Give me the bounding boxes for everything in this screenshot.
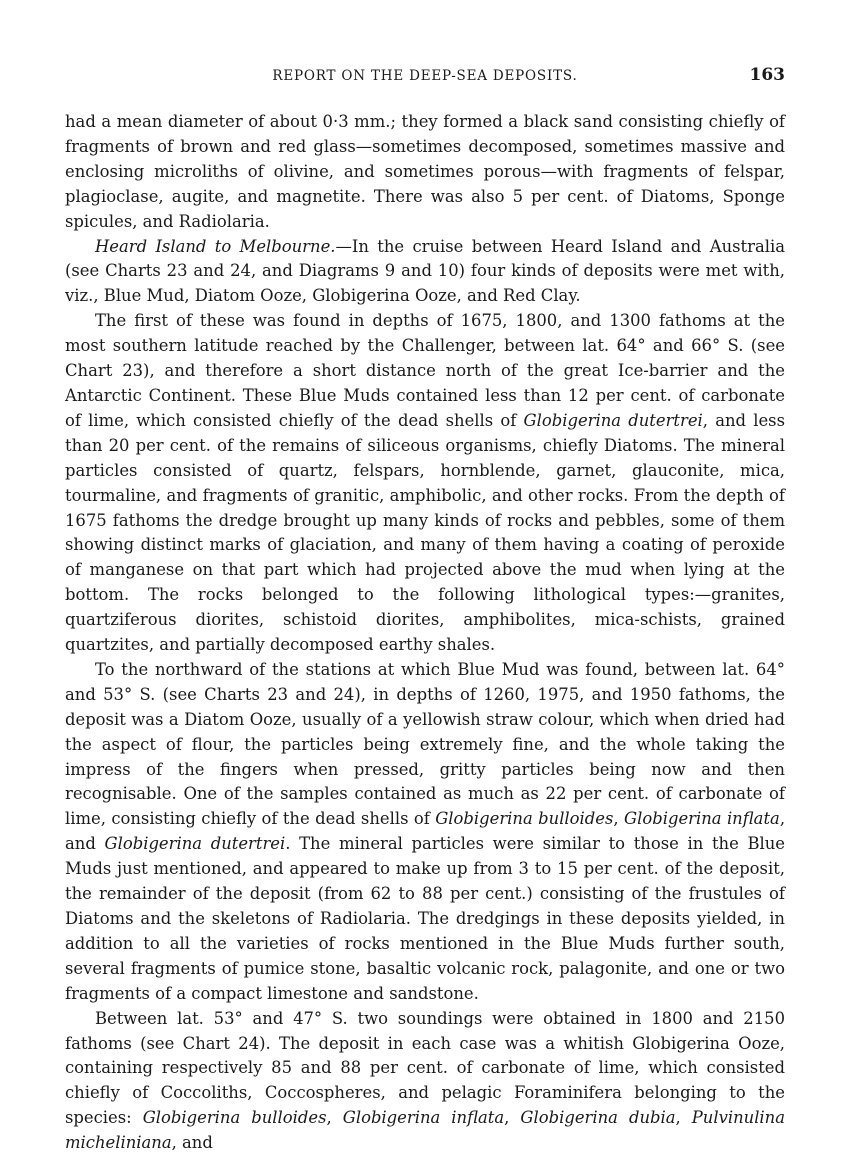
separator: , and bbox=[65, 809, 786, 854]
paragraph-text: . The mineral particles were similar to those in the Blue Muds just mentioned, and appeared to make up from 3 to 15 per cent. of the deposit, the remainder of the deposit (from 62 to 88 per cent.) consisting of the frustules of Diatoms and the skeletons of Radiolaria. The dredgings in these deposits yielded, in addition to all the varieties of rocks mentioned in the Blue Muds further south, several fragments of pumice stone, basaltic volcanic rock, palagonite, and one or two fragments of a compact limestone and sandstone. bbox=[65, 834, 786, 1003]
section-heading: Heard Island to Melbourne. bbox=[95, 236, 336, 256]
running-title: REPORT ON THE DEEP-SEA DEPOSITS. bbox=[272, 68, 578, 84]
paragraph-text: , and bbox=[171, 1133, 213, 1153]
paragraph-text: Between lat. 53° and 47° S. two soundings were obtained in 1800 and 2150 fathoms (see Chart 24). The deposit in each case was a whitish Globigerina Ooze, containing respectively 85 and 88 per cent. of carbonate of lime, which consisted chiefly of Coccoliths, Coccospheres, and pelagic Foraminifera belonging to the species: bbox=[65, 1008, 785, 1128]
species-name: Globigerina inflata bbox=[342, 1108, 505, 1128]
paragraph-globigerina-ooze bbox=[65, 1007, 785, 1156]
separator: , bbox=[613, 809, 625, 829]
species-name: Globigerina dubia bbox=[520, 1108, 676, 1128]
page-number: 163 bbox=[749, 65, 785, 85]
separator: , bbox=[326, 1108, 343, 1128]
separator: , bbox=[504, 1108, 521, 1128]
paragraph-text: —In the cruise between Heard Island and Australia (see Charts 23 and 24, and Diagrams 9 and 10) four kinds of deposits were met with, viz., Blue Mud, Diatom Ooze, Globigerina Ooze, and Red Clay. bbox=[65, 236, 785, 306]
separator: , bbox=[675, 1108, 692, 1128]
species-name: Pulvinulina micheliniana bbox=[65, 1108, 786, 1153]
species-name: Globigerina bulloides bbox=[435, 809, 614, 829]
species-name: Globigerina inflata bbox=[624, 809, 780, 829]
species-name: Globigerina dutertrei bbox=[523, 410, 703, 430]
paragraph-blue-mud bbox=[65, 309, 785, 658]
paragraph-text: , and less than 20 per cent. of the remains of siliceous organisms, chiefly Diatoms. The mineral particles consisted of quartz, felspars, hornblende, garnet, glauconite, mica, tourmaline, and fragments of granitic, amphibolic, and other rocks. From the depth of 1675 fathoms the dredge brought up many kinds of rocks and pebbles, some of them showing distinct marks of glaciation, and many of them having a coating of peroxide of manganese on that part which had projected above the mud when lying at the bottom. The rocks belonged to the following lithological types:—granites, quartziferous diorites, schistoid diorites, amphibolites, mica-schists, grained quartzites, and partially decomposed earthy shales. bbox=[65, 410, 785, 655]
paragraph-text: To the northward of the stations at which Blue Mud was found, between lat. 64° and 53° S. (see Charts 23 and 24), in depths of 1260, 1975, and 1950 fathoms, the deposit was a Diatom Ooze, usually of a yellowish straw colour, which when dried had the aspect of flour, the particles being extremely fine, and the whole taking the impress of the fingers when pressed, gritty particles being now and then recognisable. One of the samples contained as much as 22 per cent. of carbonate of lime, consisting chiefly of the dead shells of bbox=[65, 659, 785, 829]
paragraph-text: The first of these was found in depths of 1675, 1800, and 1300 fathoms at the most southern latitude reached by the Challenger, between lat. 64° and 66° S. (see Chart 23), and therefore a short distance north of the great Ice-barrier and the Antarctic Continent. These Blue Muds contained less than 12 per cent. of carbonate of lime, which consisted chiefly of the dead shells of bbox=[65, 311, 785, 430]
paragraph-heard-island bbox=[65, 235, 785, 310]
body-text bbox=[65, 110, 785, 1156]
species-name: Globigerina bulloides bbox=[142, 1108, 327, 1128]
page-header bbox=[65, 65, 785, 90]
paragraph-diatom-ooze bbox=[65, 658, 785, 1007]
species-name: Globigerina dutertrei bbox=[104, 834, 286, 854]
paragraph-continuation: had a mean diameter of about 0·3 mm.; they formed a black sand consisting chiefly of fragments of brown and red glass—sometimes decomposed, sometimes massive and enclosing microliths of olivine, and sometimes porous—with fragments of felspar, plagioclase, augite, and magnetite. There was also 5 per cent. of Diatoms, Sponge spicules, and Radiolaria. bbox=[65, 112, 785, 231]
